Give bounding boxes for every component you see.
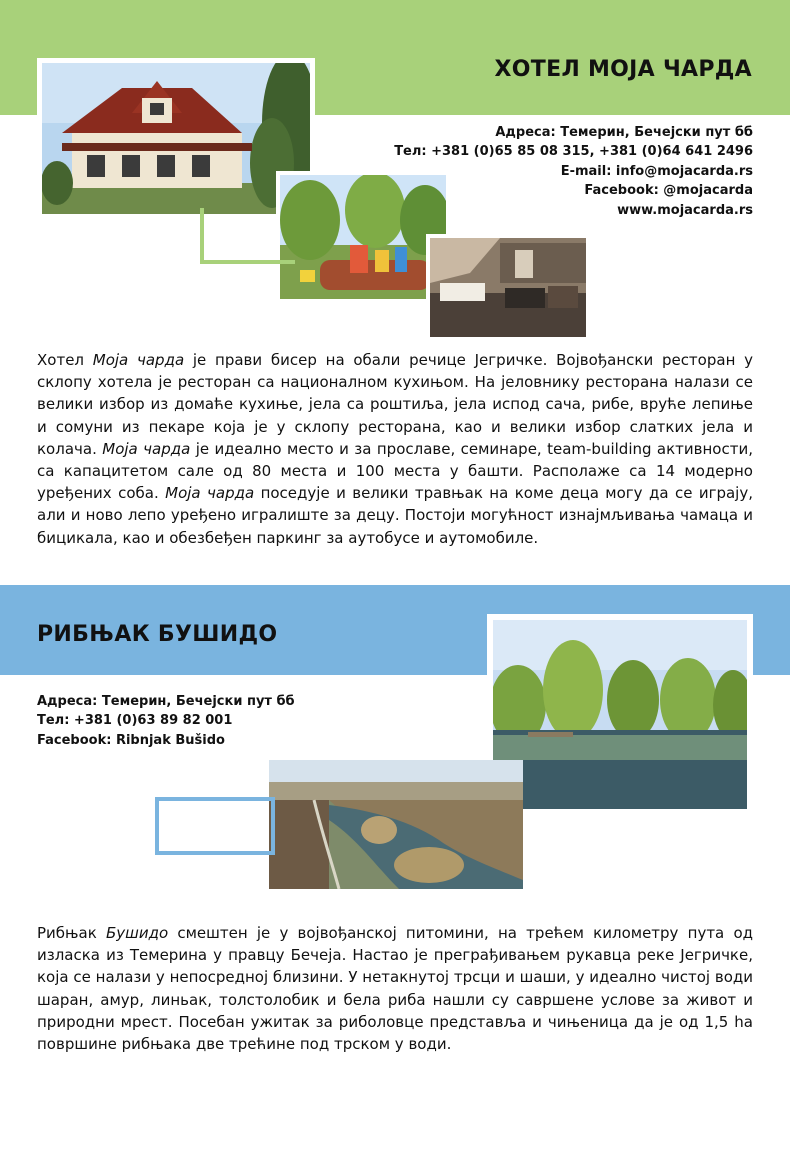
hotel-name-italic: Моја чарда (165, 484, 255, 503)
hotel-title: ХОТЕЛ МОЈА ЧАРДА (494, 57, 752, 82)
hotel-name-italic: Моја чарда (102, 439, 191, 458)
aerial-pond-photo (269, 760, 523, 889)
fishpond-address: Адреса: Темерин, Бечејски пут бб (37, 694, 295, 709)
decorative-frame-blue (155, 797, 275, 855)
decorative-frame-green (200, 208, 295, 264)
hotel-phone: Тел: +381 (0)65 85 08 315, +381 (0)64 641 2496 (394, 144, 753, 160)
hotel-facebook: Facebook: @mojacarda (584, 183, 753, 199)
hotel-room-photo (426, 234, 590, 341)
fishpond-contact-block (37, 692, 295, 750)
hotel-address: Адреса: Темерин, Бечејски пут бб (495, 125, 753, 140)
fishpond-description: Рибњак Бушидо смештен је у војвођанској питомини, на трећем километру пута од изласка из Темерина у правцу Бечеја. Настао је преграђивањем рукавца реке Јегричке, која се налази у непосредној близини. У нетакнутој трсци и шаши, у идеално чистој води шаран, амур, линьак, толстолобик и бела риба нашли су савршене услове за живот и природни мрест. Посебан ужитак за риболовце представља и чињеница да је од 1,5 ha површине рибњака две трећине под трском у води. (37, 924, 753, 1054)
fishpond-name-italic: Бушидо (105, 924, 169, 942)
fishpond-phone: Тел: +381 (0)63 89 82 001 (37, 713, 233, 729)
fishpond-facebook: Facebook: Ribnjak Bušido (37, 732, 225, 748)
hotel-contact-block (394, 123, 753, 220)
hotel-name-italic: Моја чарда (92, 351, 185, 369)
hotel-website: www.mojacarda.rs (617, 202, 753, 218)
lake-photo (487, 614, 753, 815)
fishpond-title: РИБЊАК БУШИДО (37, 622, 278, 647)
hotel-email: E-mail: info@mojacarda.rs (560, 163, 753, 179)
hotel-description: Хотел Моја чарда је прави бисер на обали речице Јегричке. Војвођански ресторан у склопу хотела је ресторан са националном кухињом. На јеловнику ресторана налази се велики избор из домаће кухиње, јела са роштиља, јела испод сача, рибе, вруће лепиње и сомуни из пекаре која је у склопу ресторана, као и велики избор слатких јела и колача. Моја чарда је идеално место и за прославе, семинаре, team-building активности, са капацитетом сале од 80 места и 100 места у башти. Располаже са 14 модерно уређених соба. Моја чарда поседује и велики травњак на коме деца могу да се играју, али и ново лепо уређено игралиште за децу. Постоји могућност изнајмљивања чамаца и бицикала, као и обезбеђен паркинг за аутобусе и аутомобиле. (37, 351, 753, 547)
hotel-building-photo (37, 58, 315, 219)
